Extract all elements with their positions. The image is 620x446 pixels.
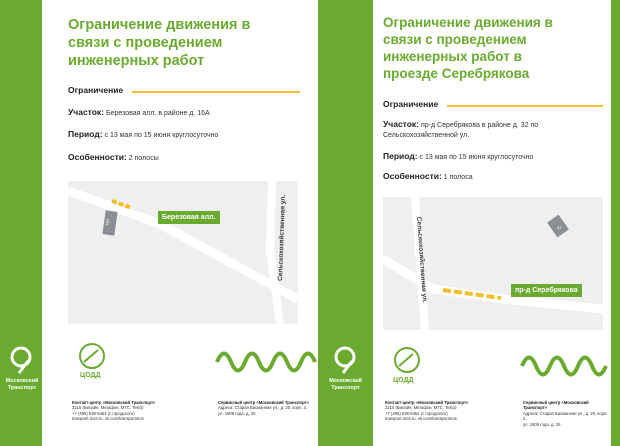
right-contact-line-2: +7 (495) 539-5454 (с городского) [385,410,448,416]
right-divider [447,105,603,107]
right-section-label: Ограничение [383,99,439,109]
left-edge-logo-text [2,378,42,391]
left-features-label: Особенности: [68,152,127,162]
right-features-row [383,171,473,183]
left-period-label: Период: [68,129,103,139]
left-contact-line-2: +7 (495) 539-5454 (с городского) [72,410,135,416]
right-site-row [383,119,538,141]
left-service-title: Сервисный центр «Московский Транспорт» [218,400,310,405]
left-logo-line-2: Транспорт [7,384,37,391]
right-map [383,197,603,330]
right-title-line-4: проезде Серебрякова [383,66,530,81]
right-service-block [523,400,609,427]
right-period-label: Период: [383,151,418,161]
right-poster [373,0,611,446]
left-codd-label: ЦОДД [80,372,101,379]
right-contact-title: Контакт-центр «Московский Транспорт» [385,400,469,405]
left-section-label: Ограничение [68,85,124,95]
left-site-label: Участок: [68,107,105,117]
codd-logo-icon-right [387,346,427,374]
right-service-title: Сервисный центр «Московский Транспорт» [523,400,589,411]
right-site-value-line-1: пр-д Серебрякова в районе д. 32 по [420,122,539,129]
left-title-line-2: связи с проведением [68,35,223,51]
left-map-svg [68,181,298,324]
left-contact-line-1: 3210 (Билайн, Мегафон, МТС, Tele2) [72,405,144,411]
left-map [68,181,298,324]
right-title [383,14,553,82]
left-title-line-3: инженерных работ [68,53,205,69]
left-service-line-2: ул. 1905 года, д. 25 [218,410,256,416]
right-features-label: Особенности: [383,171,442,181]
right-map-svg [383,197,603,330]
right-period-row [383,151,533,163]
right-site-value-line-2: Сельскохозяйственной ул. [383,132,470,139]
center-logo-text [320,378,371,391]
left-period-value: с 13 мая по 15 июня круглосуточно [104,132,219,139]
right-codd-label: ЦОДД [393,377,414,384]
left-road-callout [158,211,220,224]
right-period-value: с 13 мая по 15 июня круглосуточно [419,154,534,161]
right-contact-line-3: transport.mos.ru, vk.com/transportmos [385,416,457,422]
right-title-line-2: связи с проведением [383,32,527,47]
left-main-road [68,191,298,299]
right-site-label: Участок: [383,119,420,129]
right-title-line-3: инженерных работ в [383,49,522,64]
left-contact-line-3: transport.mos.ru, vk.com/transportmos [72,416,144,422]
right-footer [373,340,611,446]
metro-logo-icon-center [331,345,359,375]
left-cross-street-label: Сельскохозяйственная ул. [277,194,288,282]
left-wave-pattern-icon [214,342,318,380]
left-road-label: Березовая алл. [162,214,216,221]
right-wave-pattern-icon [519,346,611,384]
right-road-label: пр-д Серебрякова [515,287,578,294]
left-footer [42,340,318,446]
left-edge-logo [0,340,42,400]
left-logo-line-1: Московский [5,378,39,384]
left-title [68,16,250,70]
left-features-value: 2 полосы [128,155,159,162]
right-title-line-1: Ограничение движения в [383,15,553,30]
right-cross-street-label: Сельскохозяйственная ул. [415,216,429,304]
center-logo-line-1: Московский [329,378,362,384]
center-band-logo [318,340,373,400]
left-building-number: 16А [104,218,111,227]
left-contact-title: Контакт-центр «Московский Транспорт» [72,400,156,405]
left-title-line-1: Ограничение движения в [68,17,251,33]
left-contact-block [72,400,197,422]
right-service-line-1: Адреса: Старая Басманная ул., д. 20, корп. 2, [523,410,608,422]
left-site-value: Березовая алл. в районе д. 16А [105,110,210,117]
right-service-line-2: ул. 1905 года, д. 25 [523,421,561,427]
left-service-line-1: Адреса: Старая Басманная ул., д. 20, корп. 2, [218,405,308,411]
left-site-row [68,107,210,119]
left-divider [132,91,300,93]
left-poster [42,0,318,446]
codd-logo-icon [72,342,112,370]
left-service-block [218,400,314,416]
left-features-row [68,152,159,164]
metro-logo-icon [7,345,35,375]
right-contact-line-1: 3210 (Билайн, Мегафон, МТС, Tele2) [385,405,457,411]
left-period-row [68,129,218,141]
right-road-callout [511,284,582,297]
right-building-number: 32 [557,225,562,230]
right-features-value: 1 полоса [443,174,473,181]
center-logo-line-2: Транспорт [331,384,360,391]
right-green-band [611,0,620,446]
right-contact-block [385,400,503,422]
